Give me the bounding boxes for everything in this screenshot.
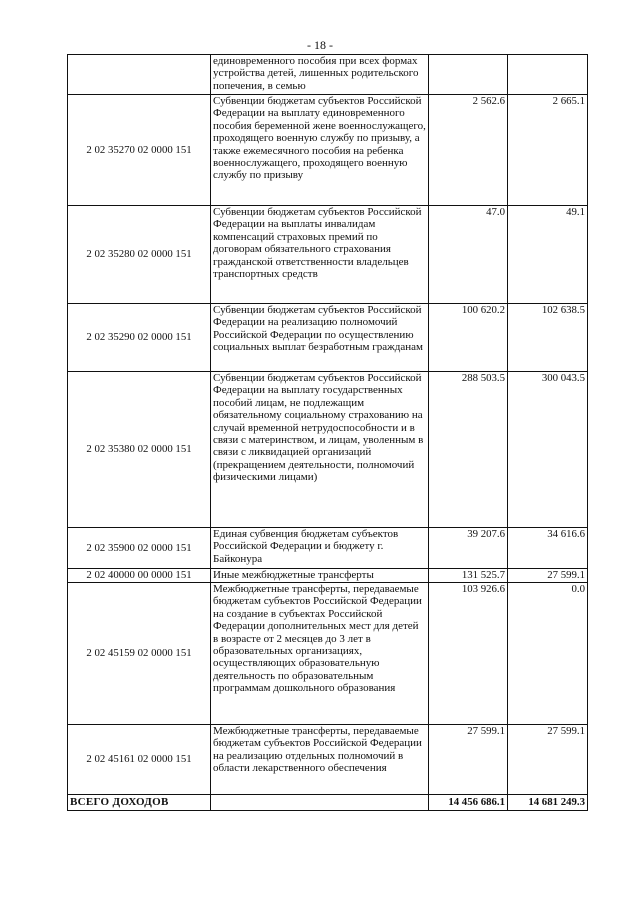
row-value-2: 2 665.1 xyxy=(508,95,588,206)
row-name: Единая субвенция бюджетам субъектов Российской Федерации и бюджету г. Байконура xyxy=(211,528,429,569)
total-row xyxy=(68,795,588,811)
row-code: 2 02 35280 02 0000 151 xyxy=(68,206,211,304)
row-name: Субвенции бюджетам субъектов Российской Федерации на выплаты инвалидам компенсаций страховых премий по договорам обязательного страхования гражданской ответственности владельцев транспортных средств xyxy=(211,206,429,304)
total-value-1: 14 456 686.1 xyxy=(429,795,508,811)
row-value-1: 27 599.1 xyxy=(429,725,508,795)
row-value-1 xyxy=(429,55,508,95)
row-value-2: 27 599.1 xyxy=(508,569,588,583)
total-value-2: 14 681 249.3 xyxy=(508,795,588,811)
row-code xyxy=(68,55,211,95)
row-value-1: 288 503.5 xyxy=(429,372,508,528)
row-name: Межбюджетные трансферты, передаваемые бюджетам субъектов Российской Федерации на реализацию отдельных полномочий в области лекарственного обеспечения xyxy=(211,725,429,795)
row-value-1: 131 525.7 xyxy=(429,569,508,583)
row-value-1: 100 620.2 xyxy=(429,304,508,372)
table-row xyxy=(68,372,588,528)
total-empty-cell xyxy=(211,795,429,811)
total-label: ВСЕГО ДОХОДОВ xyxy=(68,795,211,811)
row-value-2: 0.0 xyxy=(508,583,588,725)
table-row xyxy=(68,55,588,95)
page-number: - 18 - xyxy=(307,38,333,52)
row-name: единовременного пособия при всех формах устройства детей, лишенных родительского попечения, в семью xyxy=(211,55,429,95)
row-value-2: 34 616.6 xyxy=(508,528,588,569)
row-value-1: 2 562.6 xyxy=(429,95,508,206)
row-code: 2 02 35380 02 0000 151 xyxy=(68,372,211,528)
row-value-1: 47.0 xyxy=(429,206,508,304)
table-row xyxy=(68,206,588,304)
table-row xyxy=(68,583,588,725)
row-name: Субвенции бюджетам субъектов Российской Федерации на реализацию полномочий Российской Федерации по осуществлению социальных выплат безработным гражданам xyxy=(211,304,429,372)
row-value-2: 102 638.5 xyxy=(508,304,588,372)
table-row xyxy=(68,725,588,795)
row-value-1: 39 207.6 xyxy=(429,528,508,569)
row-code: 2 02 40000 00 0000 151 xyxy=(68,569,211,583)
row-value-2: 300 043.5 xyxy=(508,372,588,528)
row-value-2: 49.1 xyxy=(508,206,588,304)
revenue-table xyxy=(67,54,588,811)
table-row xyxy=(68,528,588,569)
row-code: 2 02 35900 02 0000 151 xyxy=(68,528,211,569)
row-value-2: 27 599.1 xyxy=(508,725,588,795)
table-row xyxy=(68,569,588,583)
row-name: Субвенции бюджетам субъектов Российской Федерации на выплату государственных пособий лицам, не подлежащим обязательному социальному страхованию на случай временной нетрудоспособности и в связи с материнством, и лицам, уволенным в связи с ликвидацией организаций (прекращением деятельности, полномочий физическими лицами) xyxy=(211,372,429,528)
row-value-2 xyxy=(508,55,588,95)
row-code: 2 02 35270 02 0000 151 xyxy=(68,95,211,206)
row-code: 2 02 45159 02 0000 151 xyxy=(68,583,211,725)
row-code: 2 02 35290 02 0000 151 xyxy=(68,304,211,372)
row-name: Межбюджетные трансферты, передаваемые бюджетам субъектов Российской Федерации на создание в субъектах Российской Федерации дополнительных мест для детей в возрасте от 2 месяцев до 3 лет в образовательных организациях, осуществляющих образовательную деятельность по образовательным программам дошкольного образования xyxy=(211,583,429,725)
row-value-1: 103 926.6 xyxy=(429,583,508,725)
table-row xyxy=(68,95,588,206)
row-name: Иные межбюджетные трансферты xyxy=(211,569,429,583)
row-code: 2 02 45161 02 0000 151 xyxy=(68,725,211,795)
row-name: Субвенции бюджетам субъектов Российской Федерации на выплату единовременного пособия беременной жене военнослужащего, проходящего военную службу по призыву, а также ежемесячного пособия на ребенка военнослужащего, проходящего военную службу по призыву xyxy=(211,95,429,206)
table-row xyxy=(68,304,588,372)
